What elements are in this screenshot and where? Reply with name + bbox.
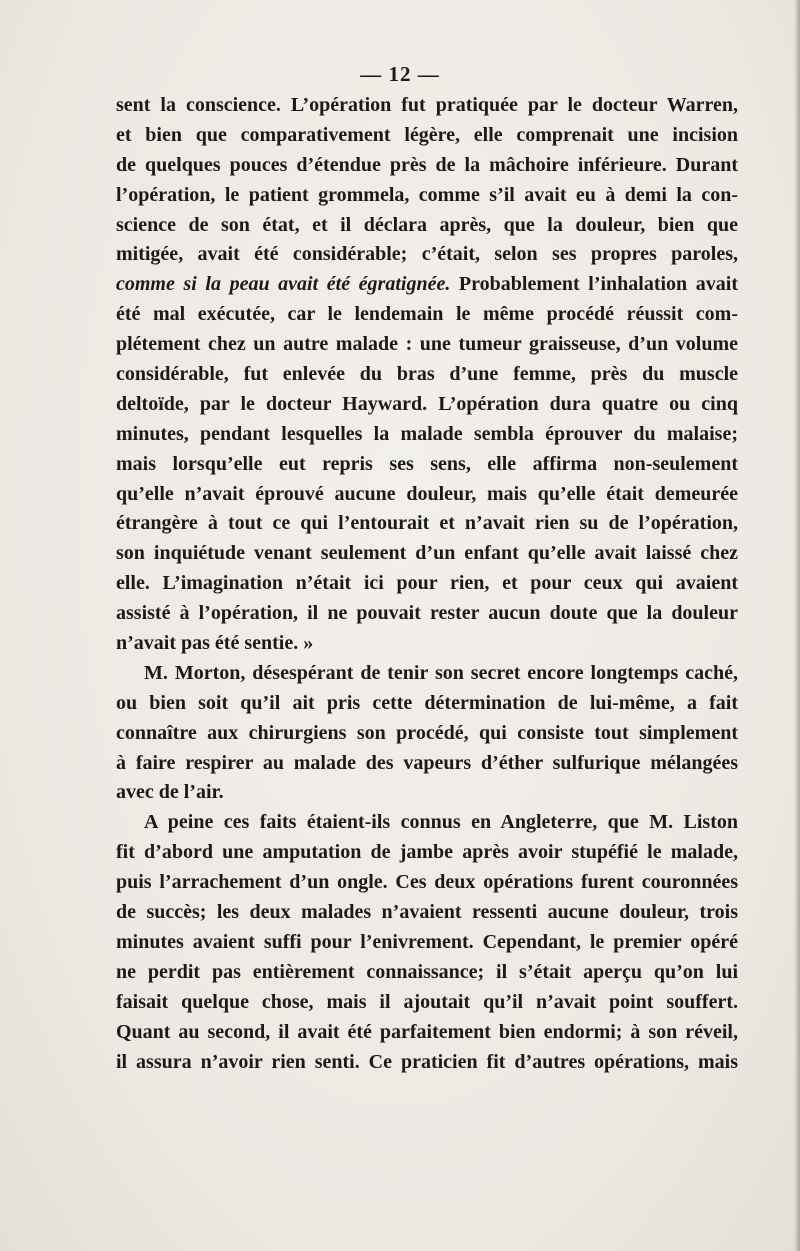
text-line: [116, 838, 738, 868]
page-number: — 12 —: [360, 62, 440, 86]
text-line: [116, 240, 738, 270]
text-line: [116, 270, 738, 300]
line-text: connaître aux chirurgiens son procédé, qui consiste tout simplement: [116, 721, 738, 744]
line-text: deltoïde, par le docteur Hayward. L’opération dura quatre ou cinq: [116, 392, 738, 415]
text-line: [116, 778, 738, 808]
text-line: [116, 450, 738, 480]
line-text: plétement chez un autre malade : une tumeur graisseuse, d’un volume: [116, 333, 738, 356]
line-text: fit d’abord une amputation de jambe après avoir stupéfié le malade,: [116, 841, 738, 864]
text-line: [116, 509, 738, 539]
text-line: [116, 480, 738, 510]
text-line: [116, 928, 738, 958]
line-text: et bien que comparativement légère, elle comprenait une incision: [116, 123, 738, 146]
text-line: [116, 659, 738, 689]
text-line: [116, 599, 738, 629]
text-line: [116, 121, 738, 151]
line-text: A peine ces faits étaient-ils connus en Angleterre, que M. Liston: [144, 811, 738, 834]
line-text: n’avait pas été sentie. »: [116, 632, 314, 655]
text-line: [116, 719, 738, 749]
text-line: [116, 1048, 738, 1078]
body-text: [116, 91, 738, 1077]
line-text: à faire respirer au malade des vapeurs d’éther sulfurique mélangées: [116, 751, 738, 774]
line-text: Probablement l’inhalation avait: [450, 273, 738, 296]
line-text: été mal exécutée, car le lendemain le même procédé réussit com-: [116, 303, 738, 326]
text-line: [116, 988, 738, 1018]
text-line: [116, 390, 738, 420]
text-line: [116, 330, 738, 360]
line-text: ou bien soit qu’il ait pris cette détermination de lui-même, a fait: [116, 691, 738, 714]
line-text: minutes avaient suffi pour l’enivrement. Cependant, le premier opéré: [116, 930, 738, 953]
line-text: étrangère à tout ce qui l’entourait et n’avait rien su de l’opération,: [116, 512, 738, 535]
text-line: [116, 958, 738, 988]
text-line: [116, 689, 738, 719]
line-text: son inquiétude venant seulement d’un enfant qu’elle avait laissé chez: [116, 542, 738, 565]
text-line: [116, 539, 738, 569]
text-line: [116, 300, 738, 330]
line-text: mais lorsqu’elle eut repris ses sens, elle affirma non-seulement: [116, 452, 738, 475]
line-text: mitigée, avait été considérable; c’était, selon ses propres paroles,: [116, 243, 738, 266]
line-text: il assura n’avoir rien senti. Ce praticien fit d’autres opérations, mais: [116, 1050, 738, 1073]
text-line: [116, 749, 738, 779]
text-line: [116, 629, 738, 659]
text-line: [116, 868, 738, 898]
line-text: minutes, pendant lesquelles la malade sembla éprouver du malaise;: [116, 422, 738, 445]
line-text: M. Morton, désespérant de tenir son secret encore longtemps caché,: [144, 661, 738, 684]
line-text: assisté à l’opération, il ne pouvait rester aucun doute que la douleur: [116, 602, 738, 625]
line-text: qu’elle n’avait éprouvé aucune douleur, mais qu’elle était demeurée: [116, 482, 738, 505]
line-text: puis l’arrachement d’un ongle. Ces deux opérations furent couronnées: [116, 871, 738, 894]
text-line: [116, 1018, 738, 1048]
line-text: l’opération, le patient grommela, comme s’il avait eu à demi la con-: [116, 183, 738, 206]
page-edge-shadow: [794, 0, 800, 1251]
line-text: Quant au second, il avait été parfaitement bien endormi; à son réveil,: [116, 1020, 738, 1043]
line-text: science de son état, et il déclara après, que la douleur, bien que: [116, 213, 738, 236]
text-line: [116, 181, 738, 211]
italic-phrase: comme si la peau avait été égratignée.: [116, 273, 451, 296]
text-line: [116, 360, 738, 390]
line-text: de quelques pouces d’étendue près de la mâchoire inférieure. Durant: [116, 153, 738, 176]
text-line: [116, 898, 738, 928]
line-text: considérable, fut enlevée du bras d’une femme, près du muscle: [116, 363, 738, 386]
text-line: [116, 420, 738, 450]
line-text: avec de l’air.: [116, 781, 224, 804]
line-text: de succès; les deux malades n’avaient ressenti aucune douleur, trois: [116, 901, 738, 924]
line-text: elle. L’imagination n’était ici pour rien, et pour ceux qui avaient: [116, 572, 738, 595]
line-text: ne perdit pas entièrement connaissance; il s’était aperçu qu’on lui: [116, 960, 738, 983]
text-line: [116, 91, 738, 121]
text-line: [116, 151, 738, 181]
text-line: [116, 808, 738, 838]
line-text: faisait quelque chose, mais il ajoutait qu’il n’avait point souffert.: [116, 990, 738, 1013]
text-line: [116, 569, 738, 599]
text-line: [116, 211, 738, 241]
line-text: sent la conscience. L’opération fut pratiquée par le docteur Warren,: [116, 94, 738, 116]
